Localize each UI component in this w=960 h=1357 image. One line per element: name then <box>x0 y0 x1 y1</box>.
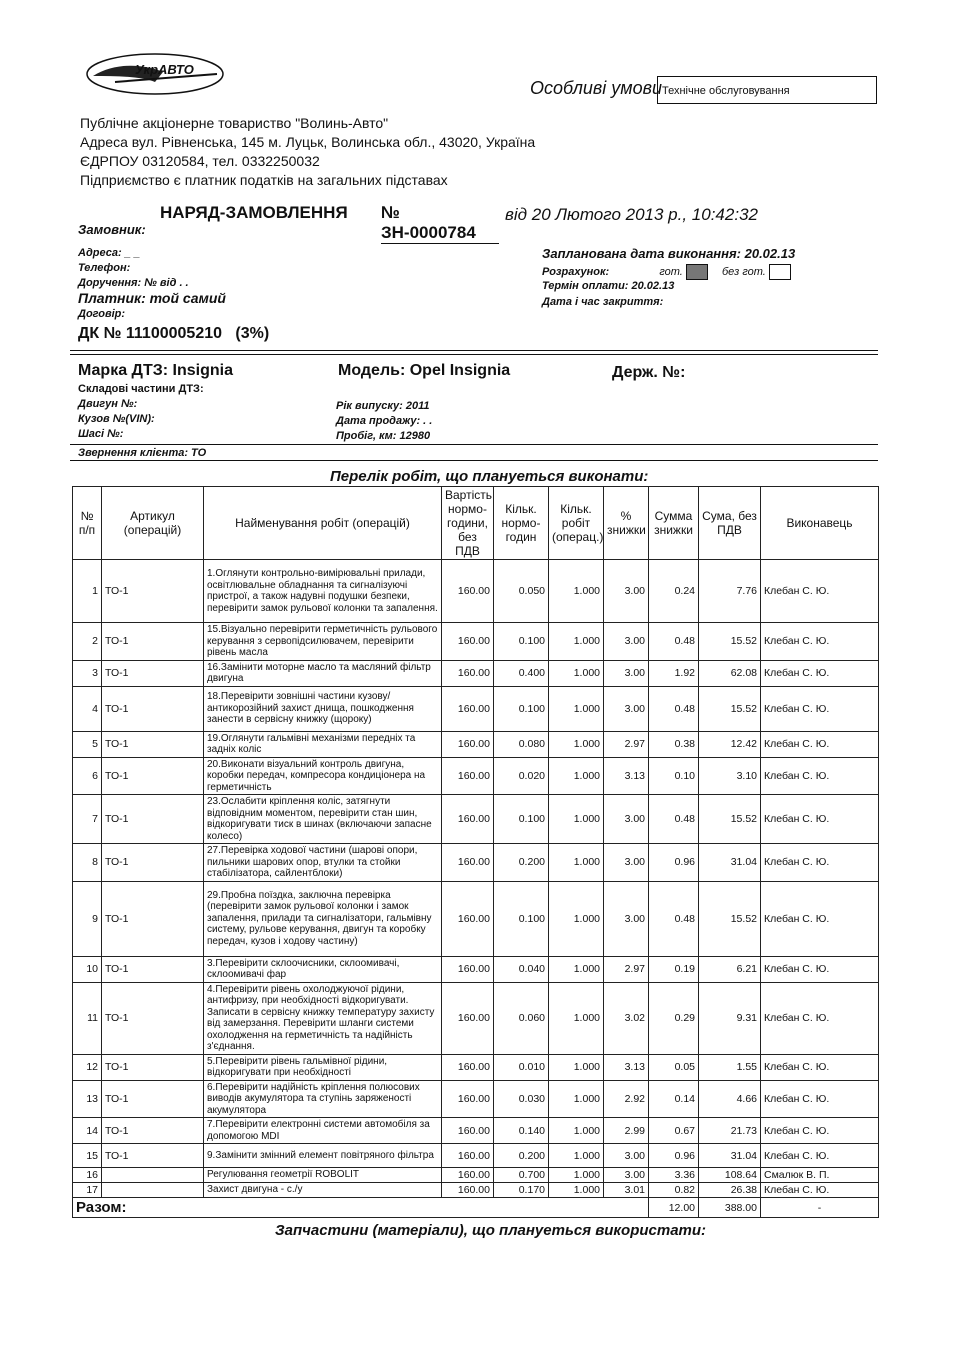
cell-art: ТО-1 <box>102 623 204 661</box>
cell-qty: 1.000 <box>549 731 604 757</box>
planning-block <box>542 246 795 308</box>
table-row <box>73 1080 879 1118</box>
order-title: НАРЯД-ЗАМОВЛЕННЯ <box>160 203 348 222</box>
cell-desc: 15.Візуально перевірити герметичність рульового керування з сервопідсилювачем, перевірити рівень масла <box>204 623 442 661</box>
company-info <box>80 114 535 190</box>
cell-n: 9 <box>73 881 102 956</box>
settlement-row <box>542 264 795 280</box>
cell-pct: 3.01 <box>604 1183 649 1198</box>
cell-n: 5 <box>73 731 102 757</box>
cell-worker: Клебан С. Ю. <box>761 795 879 844</box>
discount-card-number: ДК № 11100005210 <box>78 325 223 342</box>
cell-desc: 19.Оглянути гальмівні механізми передніх та задніх коліс <box>204 731 442 757</box>
cell-price: 160.00 <box>442 956 494 982</box>
cell-worker: Клебан С. Ю. <box>761 1183 879 1198</box>
cell-n: 1 <box>73 560 102 623</box>
vehicle-parts-label: Складові частини ДТЗ: <box>78 383 204 395</box>
cell-desc: 1.Оглянути контрольно-вимірювальні прилади, освітлювальне обладнання та сигналізуючі пристрої, а також надувні подушки безпеки, перевірити замок рульової колонки та запалення. <box>204 560 442 623</box>
cell-qty: 1.000 <box>549 686 604 731</box>
noncash-checkbox[interactable] <box>769 264 791 280</box>
cell-disc: 0.24 <box>649 560 699 623</box>
cell-n: 12 <box>73 1054 102 1080</box>
cell-disc: 0.14 <box>649 1080 699 1118</box>
cell-n: 6 <box>73 757 102 795</box>
divider <box>70 460 878 461</box>
cell-worker: Смалюк В. П. <box>761 1168 879 1183</box>
special-conditions-value: Технічне обслуговування <box>657 76 877 104</box>
cell-sum: 3.10 <box>699 757 761 795</box>
cell-n: 13 <box>73 1080 102 1118</box>
cell-qty: 1.000 <box>549 1144 604 1168</box>
cell-desc: 3.Перевірити склоочисники, склоомивачі, склоомивачі фар <box>204 956 442 982</box>
cell-qty: 1.000 <box>549 660 604 686</box>
table-row <box>73 844 879 882</box>
cell-sum: 15.52 <box>699 795 761 844</box>
address-label: Адреса: <box>78 247 122 259</box>
cell-qty: 1.000 <box>549 844 604 882</box>
table-row <box>73 956 879 982</box>
table-row <box>73 1054 879 1080</box>
cell-desc: 7.Перевірити електронні системи автомобіля за допомогою MDI <box>204 1118 442 1144</box>
cell-disc: 0.96 <box>649 844 699 882</box>
cell-price: 160.00 <box>442 757 494 795</box>
customer-details <box>78 246 189 291</box>
cell-worker: Клебан С. Ю. <box>761 881 879 956</box>
cell-worker: Клебан С. Ю. <box>761 560 879 623</box>
table-row <box>73 660 879 686</box>
cell-worker: Клебан С. Ю. <box>761 757 879 795</box>
engine-label: Двигун №: <box>78 398 138 410</box>
total-worker: - <box>761 1198 879 1218</box>
cell-worker: Клебан С. Ю. <box>761 844 879 882</box>
col-header: Кільк. робіт (операц.) <box>549 487 604 560</box>
table-row <box>73 560 879 623</box>
cell-sum: 21.73 <box>699 1118 761 1144</box>
cell-hours: 0.200 <box>494 1144 549 1168</box>
cell-pct: 2.97 <box>604 956 649 982</box>
works-title: Перелік робіт, що плануеться виконати: <box>330 468 649 485</box>
cell-disc: 0.19 <box>649 956 699 982</box>
cell-qty: 1.000 <box>549 1054 604 1080</box>
contract-label: Договір: <box>78 308 126 320</box>
cell-desc: 27.Перевірка ходової частини (шарові опори, пильники шарових опор, втулки та стойки стабілізатора, сайлентблоки) <box>204 844 442 882</box>
cell-qty: 1.000 <box>549 881 604 956</box>
cell-disc: 0.48 <box>649 686 699 731</box>
cell-n: 2 <box>73 623 102 661</box>
payment-due: Термін оплати: 20.02.13 <box>542 280 675 292</box>
cell-hours: 0.080 <box>494 731 549 757</box>
discount-card-percent: (3%) <box>235 325 270 342</box>
cell-art: ТО-1 <box>102 1144 204 1168</box>
vehicle-sale-date: Дата продажу: . . <box>336 415 433 427</box>
cell-hours: 0.030 <box>494 1080 549 1118</box>
cell-sum: 12.42 <box>699 731 761 757</box>
cell-sum: 1.55 <box>699 1054 761 1080</box>
cell-price: 160.00 <box>442 881 494 956</box>
cell-desc: Регулювання геометрії ROBOLIT <box>204 1168 442 1183</box>
cell-art: ТО-1 <box>102 956 204 982</box>
cell-n: 10 <box>73 956 102 982</box>
chassis-label: Шасі №: <box>78 428 124 440</box>
cell-hours: 0.010 <box>494 1054 549 1080</box>
cell-qty: 1.000 <box>549 1183 604 1198</box>
total-sum: 388.00 <box>699 1198 761 1218</box>
cell-pct: 3.00 <box>604 623 649 661</box>
table-row <box>73 795 879 844</box>
vehicle-reg-number: Держ. №: <box>612 364 686 381</box>
cell-hours: 0.040 <box>494 956 549 982</box>
cell-worker: Клебан С. Ю. <box>761 686 879 731</box>
cell-disc: 0.05 <box>649 1054 699 1080</box>
company-address: Адреса вул. Рівненська, 145 м. Луцьк, Волинська обл., 43020, Україна <box>80 134 536 150</box>
cell-sum: 15.52 <box>699 881 761 956</box>
cell-price: 160.00 <box>442 844 494 882</box>
client-appeal: Звернення клієнта: ТО <box>78 447 207 459</box>
cell-hours: 0.100 <box>494 623 549 661</box>
cell-pct: 3.13 <box>604 757 649 795</box>
company-name: Публічне акціонерне товариство "Волинь-Авто" <box>80 115 389 131</box>
cell-art: ТО-1 <box>102 686 204 731</box>
cell-qty: 1.000 <box>549 795 604 844</box>
table-row <box>73 1118 879 1144</box>
cell-desc: 4.Перевірити рівень охолоджуючої рідини, антифризу, при необхідності відкоригувати. Записати в сервісну книжку температуру захисту від замерзання. Перевірити шланги системи охолодження на герметичність та надійність з'єднання. <box>204 982 442 1054</box>
cell-qty: 1.000 <box>549 982 604 1054</box>
vehicle-brand: Марка ДТЗ: Insignia <box>78 362 233 379</box>
order-date: від 20 Лютого 2013 р., 10:42:32 <box>505 205 758 224</box>
total-row <box>73 1198 879 1218</box>
cell-desc: 23.Ослабити кріплення коліс, затягнути відповідним моментом, перевірити стан шин, відкоригувати тиск в шинах (включаючи запасне колесо) <box>204 795 442 844</box>
col-header: Артикул (операцій) <box>102 487 204 560</box>
cell-art: ТО-1 <box>102 844 204 882</box>
instruction-label: Доручення: № від . . <box>78 277 189 289</box>
cell-hours: 0.700 <box>494 1168 549 1183</box>
vehicle-year: Рік випуску: 2011 <box>336 400 430 412</box>
cell-pct: 3.13 <box>604 1054 649 1080</box>
cell-qty: 1.000 <box>549 956 604 982</box>
col-header: Сума, без ПДВ <box>699 487 761 560</box>
cell-sum: 26.38 <box>699 1183 761 1198</box>
cell-qty: 1.000 <box>549 757 604 795</box>
cell-worker: Клебан С. Ю. <box>761 1080 879 1118</box>
cell-disc: 0.48 <box>649 623 699 661</box>
cell-price: 160.00 <box>442 1168 494 1183</box>
discount-card <box>78 325 269 343</box>
cell-disc: 0.67 <box>649 1118 699 1144</box>
cell-art: ТО-1 <box>102 731 204 757</box>
cell-hours: 0.050 <box>494 560 549 623</box>
cell-art <box>102 1168 204 1183</box>
cell-n: 17 <box>73 1183 102 1198</box>
vin-label: Кузов №(VIN): <box>78 413 155 425</box>
cell-sum: 108.64 <box>699 1168 761 1183</box>
cell-art: ТО-1 <box>102 982 204 1054</box>
cell-hours: 0.170 <box>494 1183 549 1198</box>
cell-desc: 6.Перевірити надійність кріплення полюсових виводів акумулятора та ступінь заряженості акумулятора <box>204 1080 442 1118</box>
cell-worker: Клебан С. Ю. <box>761 982 879 1054</box>
cell-worker: Клебан С. Ю. <box>761 1118 879 1144</box>
col-header: № п/п <box>73 487 102 560</box>
cell-n: 3 <box>73 660 102 686</box>
cell-n: 15 <box>73 1144 102 1168</box>
closed-label: Дата і час закриття: <box>542 296 664 308</box>
cell-qty: 1.000 <box>549 560 604 623</box>
cell-price: 160.00 <box>442 623 494 661</box>
table-row <box>73 1144 879 1168</box>
cell-desc: 29.Пробна поїздка, заключна перевірка (перевірити замок рульової колонки і замок запалення, прилади та сигналізатори, гальмівну систему, рульове керування, двигун та коробку передач, кузов і ходову частину) <box>204 881 442 956</box>
cell-price: 160.00 <box>442 1118 494 1144</box>
cell-sum: 62.08 <box>699 660 761 686</box>
cell-pct: 2.99 <box>604 1118 649 1144</box>
cell-pct: 3.00 <box>604 881 649 956</box>
cell-desc: 18.Перевірити зовнішні частини кузову/антикорозійний захист днища, пошкодження занести в сервісну книжку (щороку) <box>204 686 442 731</box>
company-tax-status: Підприємство є платник податків на загальних підставах <box>80 172 448 188</box>
table-row <box>73 1183 879 1198</box>
col-header: % знижки <box>604 487 649 560</box>
cell-desc: 9.Замінити змінний елемент повітряного фільтра <box>204 1144 442 1168</box>
customer-label: Замовник: <box>78 222 146 237</box>
table-row <box>73 1168 879 1183</box>
cell-price: 160.00 <box>442 560 494 623</box>
cell-qty: 1.000 <box>549 1168 604 1183</box>
cell-sum: 31.04 <box>699 1144 761 1168</box>
cell-disc: 3.36 <box>649 1168 699 1183</box>
cell-worker: Клебан С. Ю. <box>761 660 879 686</box>
cell-qty: 1.000 <box>549 1118 604 1144</box>
cell-desc: 16.Замінити моторне масло та масляний фільтр двигуна <box>204 660 442 686</box>
payer: Платник: той самий <box>78 290 226 306</box>
divider <box>70 350 878 351</box>
table-row <box>73 686 879 731</box>
cell-hours: 0.200 <box>494 844 549 882</box>
cell-hours: 0.020 <box>494 757 549 795</box>
cell-hours: 0.100 <box>494 686 549 731</box>
cell-art: ТО-1 <box>102 1054 204 1080</box>
cell-price: 160.00 <box>442 660 494 686</box>
cell-price: 160.00 <box>442 686 494 731</box>
cell-price: 160.00 <box>442 731 494 757</box>
cell-worker: Клебан С. Ю. <box>761 623 879 661</box>
works-header-row <box>73 487 879 560</box>
cell-disc: 0.38 <box>649 731 699 757</box>
divider <box>70 354 878 355</box>
noncash-label: без гот. <box>721 265 766 278</box>
cell-n: 7 <box>73 795 102 844</box>
total-label: Разом: <box>73 1198 649 1218</box>
cell-worker: Клебан С. Ю. <box>761 1144 879 1168</box>
company-logo <box>85 52 225 96</box>
vehicle-mileage: Пробіг, км: 12980 <box>336 430 431 442</box>
table-row <box>73 623 879 661</box>
cell-pct: 3.00 <box>604 844 649 882</box>
cell-disc: 0.82 <box>649 1183 699 1198</box>
cell-desc: 20.Виконати візуальний контроль двигуна, коробки передач, компресора кондиціонера на герметичність <box>204 757 442 795</box>
cell-disc: 1.92 <box>649 660 699 686</box>
cell-price: 160.00 <box>442 795 494 844</box>
cell-price: 160.00 <box>442 1080 494 1118</box>
cell-qty: 1.000 <box>549 623 604 661</box>
cell-pct: 3.00 <box>604 686 649 731</box>
cell-desc: 5.Перевірити рівень гальмівної рідини, відкоригувати при необхідності <box>204 1054 442 1080</box>
table-row <box>73 881 879 956</box>
cell-hours: 0.140 <box>494 1118 549 1144</box>
vehicle-ids <box>78 397 155 442</box>
cell-pct: 3.00 <box>604 1144 649 1168</box>
divider <box>70 444 878 445</box>
settlement-label: Розрахунок: <box>542 265 610 278</box>
cell-hours: 0.100 <box>494 795 549 844</box>
total-discount: 12.00 <box>649 1198 699 1218</box>
cell-n: 4 <box>73 686 102 731</box>
phone-label: Телефон: <box>78 262 131 274</box>
col-header: Кільк. нормо-годин <box>494 487 549 560</box>
cell-pct: 2.97 <box>604 731 649 757</box>
cell-sum: 6.21 <box>699 956 761 982</box>
parts-title: Запчастини (матеріали), що плануеться використати: <box>275 1222 707 1239</box>
cell-pct: 2.92 <box>604 1080 649 1118</box>
cell-n: 16 <box>73 1168 102 1183</box>
cell-art: ТО-1 <box>102 795 204 844</box>
vehicle-model: Модель: Opel Insignia <box>338 362 511 379</box>
cell-pct: 3.02 <box>604 982 649 1054</box>
cell-price: 160.00 <box>442 1144 494 1168</box>
cell-price: 160.00 <box>442 1183 494 1198</box>
cell-art: ТО-1 <box>102 757 204 795</box>
col-header: Найменування робіт (операцій) <box>204 487 442 560</box>
cell-sum: 15.52 <box>699 686 761 731</box>
col-header: Сумма знижки <box>649 487 699 560</box>
cell-pct: 3.00 <box>604 660 649 686</box>
cell-sum: 15.52 <box>699 623 761 661</box>
cell-art: ТО-1 <box>102 1080 204 1118</box>
cell-n: 8 <box>73 844 102 882</box>
company-edrpou: ЄДРПОУ 03120584, тел. 0332250032 <box>80 153 320 169</box>
cell-hours: 0.060 <box>494 982 549 1054</box>
cell-art <box>102 1183 204 1198</box>
cell-sum: 4.66 <box>699 1080 761 1118</box>
cell-pct: 3.00 <box>604 1168 649 1183</box>
cash-label: гот. <box>659 265 683 278</box>
cell-disc: 0.48 <box>649 795 699 844</box>
table-row <box>73 731 879 757</box>
cell-art: ТО-1 <box>102 881 204 956</box>
address-value: _ _ <box>121 247 140 259</box>
cell-desc: Захист двигуна - с./у <box>204 1183 442 1198</box>
cell-worker: Клебан С. Ю. <box>761 731 879 757</box>
cell-disc: 0.10 <box>649 757 699 795</box>
cell-art: ТО-1 <box>102 560 204 623</box>
works-table <box>72 486 879 1218</box>
cell-art: ТО-1 <box>102 1118 204 1144</box>
order-number: № ЗН-0000784 <box>381 203 499 244</box>
cell-worker: Клебан С. Ю. <box>761 1054 879 1080</box>
cell-sum: 7.76 <box>699 560 761 623</box>
cell-pct: 3.00 <box>604 795 649 844</box>
cell-sum: 9.31 <box>699 982 761 1054</box>
cell-hours: 0.100 <box>494 881 549 956</box>
cell-pct: 3.00 <box>604 560 649 623</box>
cell-n: 11 <box>73 982 102 1054</box>
cell-qty: 1.000 <box>549 1080 604 1118</box>
cell-art: ТО-1 <box>102 660 204 686</box>
vehicle-info <box>336 399 432 444</box>
col-header: Виконавець <box>761 487 879 560</box>
cell-n: 14 <box>73 1118 102 1144</box>
cell-price: 160.00 <box>442 1054 494 1080</box>
table-row <box>73 982 879 1054</box>
cell-hours: 0.400 <box>494 660 549 686</box>
cell-disc: 0.48 <box>649 881 699 956</box>
cell-disc: 0.96 <box>649 1144 699 1168</box>
cell-disc: 0.29 <box>649 982 699 1054</box>
planned-date: Запланована дата виконання: 20.02.13 <box>542 246 796 261</box>
col-header: Вартість нормо-години, без ПДВ <box>442 487 494 560</box>
cell-price: 160.00 <box>442 982 494 1054</box>
cash-checkbox[interactable] <box>686 264 708 280</box>
special-conditions-label: Особливі умови <box>530 78 663 98</box>
cell-sum: 31.04 <box>699 844 761 882</box>
table-row <box>73 757 879 795</box>
cell-worker: Клебан С. Ю. <box>761 956 879 982</box>
logo-text: УкрАВТО <box>135 62 194 77</box>
